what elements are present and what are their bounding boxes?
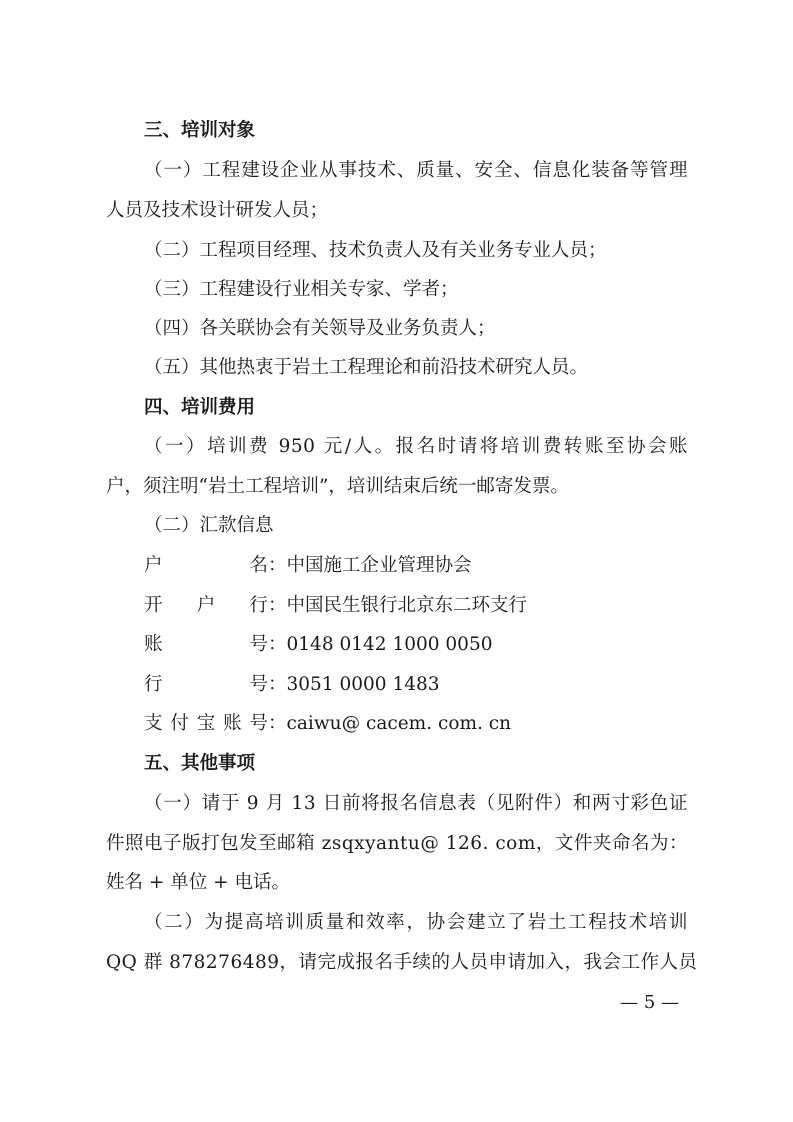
fee-line-1: （一）培训费 950 元/人。报名时请将培训费转账至协会账 [144, 436, 688, 457]
other-item-2-line-2: QQ 群 878276489，请完成报名手续的人员申请加入，我会工作人员 [106, 952, 698, 973]
remit-value: 中国民生银行北京东二环支行 [286, 595, 528, 616]
remit-row-alipay: 支付宝账号：caiwu@ cacem. com. cn [144, 709, 726, 739]
section-3-item-5: （五）其他热衷于岩土工程理论和前沿技术研究人员。 [144, 357, 589, 378]
remit-label: 支付宝账号 [144, 713, 268, 734]
section-3-item-1-cont: 人员及技术设计研发人员； [106, 200, 329, 221]
remit-value: 3051 0000 1483 [286, 674, 440, 695]
remit-value: 0148 0142 1000 0050 [286, 634, 493, 655]
remit-label: 户名 [144, 555, 268, 576]
remit-value: caiwu@ cacem. com. cn [286, 713, 512, 734]
section-3-heading: 三、培训对象 [144, 120, 256, 141]
section-5-heading: 五、其他事项 [144, 753, 256, 774]
remit-row-bank: 开户行：中国民生银行北京东二环支行 [144, 591, 726, 621]
section-3-item-4: （四）各关联协会有关领导及业务负责人； [144, 318, 496, 339]
section-3-item-2: （二）工程项目经理、技术负责人及有关业务专业人员； [144, 240, 607, 261]
other-item-2-line-1: （二）为提高培训质量和效率，协会建立了岩土工程技术培训 [144, 912, 688, 933]
section-3-item-1: （一）工程建设企业从事技术、质量、安全、信息化装备等管理 [144, 160, 688, 181]
other-item-1-line-3: 姓名 + 单位 + 电话。 [106, 872, 291, 893]
remit-label: 开户行 [144, 595, 268, 616]
fee-line-2: 户，须注明“岩土工程培训”，培训结束后统一邮寄发票。 [106, 476, 569, 497]
other-item-1-line-1: （一）请于 9 月 13 日前将报名信息表（见附件）和两寸彩色证 [144, 793, 688, 814]
remit-label: 行号 [144, 674, 268, 695]
remit-label: 账号 [144, 634, 268, 655]
remit-row-account-number: 账号：0148 0142 1000 0050 [144, 630, 726, 660]
remit-row-account-name: 户名：中国施工企业管理协会 [144, 551, 726, 581]
page-number: — 5 — [620, 992, 679, 1013]
remit-row-bank-code: 行号：3051 0000 1483 [144, 670, 726, 700]
section-3-item-3: （三）工程建设行业相关专家、学者； [144, 279, 459, 300]
other-item-1-line-2: 件照电子版打包发至邮箱 zsqxyantu@ 126. com，文件夹命名为： [106, 833, 688, 854]
remit-value: 中国施工企业管理协会 [286, 555, 472, 576]
remit-title: （二）汇款信息 [144, 515, 274, 536]
section-4-heading: 四、培训费用 [144, 397, 256, 418]
